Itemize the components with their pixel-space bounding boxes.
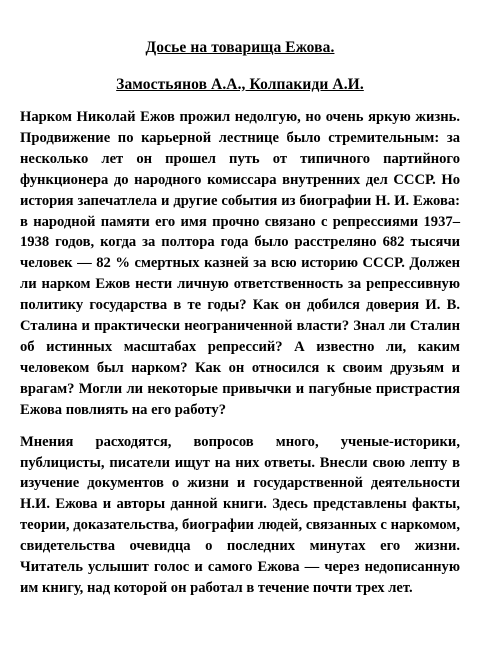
document-authors: Замостьянов А.А., Колпакиди А.И. <box>116 76 364 93</box>
paragraph-1: Нарком Николай Ежов прожил недолгую, но очень яркую жизнь. Продвижение по карьерной лестнице было стремительным: за несколько лет он прошел путь от типичного партийного функционера до народного комиссара внутренних дел СССР. Но история запечатлела и другие события из биографии Н. И. Ежова: в народной памяти его имя прочно связано с репрессиями 1937–1938 годов, когда за полтора года было расстреляно 682 тысячи человек — 82 % смертных казней за всю историю СССР. Должен ли нарком Ежов нести личную ответственность за репрессивную политику государства в те годы? Как он добился доверия И. В. Сталина и практически неограниченной власти? Знал ли Сталин об истинных масштабах репрессий? А известно ли, каким человеком был нарком? Как он относился к своим друзьям и врагам? Могли ли некоторые привычки и пагубные пристрастия Ежова повлиять на его работу? <box>20 109 460 418</box>
paragraph-2: Мнения расходятся, вопросов много, ученые-историки, публицисты, писатели ищут на них ответы. Внесли свою лепту в изучение документов о жизни и государственной деятельности Н.И. Ежова и авторы данной книги. Здесь представлены факты, теории, доказательства, биографии людей, связанных с наркомом, свидетельства очевидца о последних минутах его жизни. Читатель услышит голос и самого Ежова — через недописанную им книгу, над которой он работал в течение почти трех лет. <box>20 433 460 596</box>
document-title: Досье на товарища Ежова. <box>145 39 335 56</box>
